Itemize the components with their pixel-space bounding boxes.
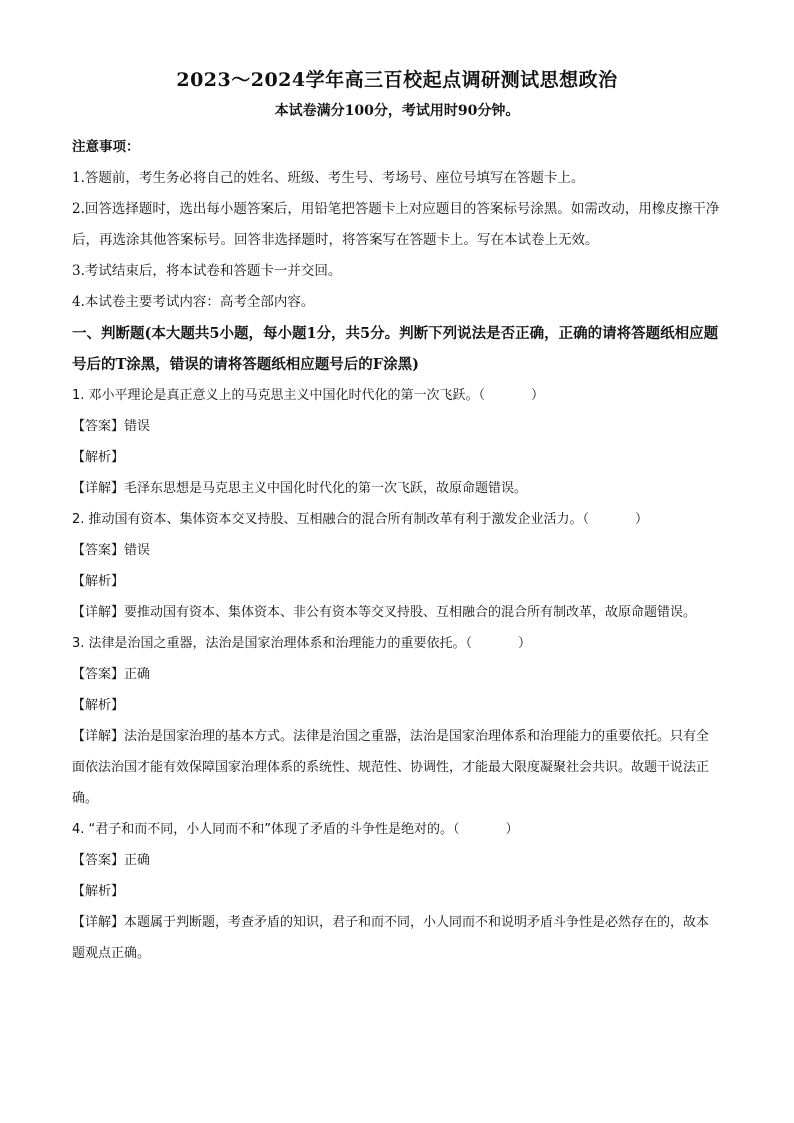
question-stem-text: 3. 法律是治国之重器，法治是国家治理体系和治理能力的重要依托。（ (72, 636, 473, 651)
question-stem (72, 504, 722, 535)
question-stem (72, 380, 722, 411)
question-3 (72, 628, 722, 814)
detail-text: 法治是国家治理的基本方式。法律是治国之重器，法治是国家治理体系和治理能力的重要依托。只有全面依法治国才能有效保障国家治理体系的系统性、规范性、协调性，才能最大限度凝聚社会共识。故题干说法正确。 (72, 729, 710, 806)
detail-line (72, 597, 722, 628)
note-item-2: 2.回答选择题时，选出每小题答案后，用铅笔把答题卡上对应题目的答案标号涂黑。如需改动，用橡皮擦干净后，再选涂其他答案标号。回答非选择题时，将答案写在答题卡上。写在本试卷上无效。 (72, 201, 720, 248)
exam-page (72, 66, 722, 969)
question-paren-close: ） (518, 636, 532, 651)
question-stem-text: 4. “君子和而不同，小人同而不和”体现了矛盾的斗争性是绝对的。（ (72, 822, 460, 837)
question-paren-close: ） (531, 388, 545, 403)
answer-label: 【答案】 (72, 667, 125, 682)
answer-value: 正确 (124, 667, 151, 682)
answer-value: 错误 (124, 419, 151, 434)
question-paren-close: ） (635, 512, 649, 527)
detail-text: 要推动国有资本、集体资本、非公有资本等交叉持股、互相融合的混合所有制改革，故原命题错误。 (124, 605, 697, 620)
question-stem-text: 2. 推动国有资本、集体资本交叉持股、互相融合的混合所有制改革有利于激发企业活力。（ (72, 512, 590, 527)
notes-block (72, 132, 722, 318)
detail-label: 【详解】 (72, 481, 125, 496)
answer-line (72, 411, 722, 442)
page-subtitle: 本试卷满分100分，考试用时90分钟。 (274, 103, 520, 119)
detail-label: 【详解】 (72, 915, 125, 930)
detail-label: 【详解】 (72, 605, 125, 620)
answer-label: 【答案】 (72, 853, 125, 868)
note-item-1: 1.答题前，考生务必将自己的姓名、班级、考生号、考场号、座位号填写在答题卡上。 (72, 170, 585, 186)
analysis-label: 【解析】 (72, 884, 125, 899)
answer-label: 【答案】 (72, 543, 125, 558)
answer-line (72, 535, 722, 566)
answer-label: 【答案】 (72, 419, 125, 434)
note-item-4: 4.本试卷主要考试内容：高考全部内容。 (72, 294, 315, 310)
analysis-label: 【解析】 (72, 450, 125, 465)
answer-value: 错误 (124, 543, 151, 558)
question-2 (72, 504, 722, 628)
answer-line (72, 659, 722, 690)
detail-line (72, 907, 722, 969)
detail-line (72, 721, 722, 814)
question-stem (72, 814, 722, 845)
question-1 (72, 380, 722, 504)
question-4 (72, 814, 722, 969)
detail-text: 毛泽东思想是马克思主义中国化时代化的第一次飞跃，故原命题错误。 (124, 481, 528, 496)
question-stem-text: 1. 邓小平理论是真正意义上的马克思主义中国化时代化的第一次飞跃。（ (72, 388, 486, 403)
notes-heading: 注意事项： (72, 139, 140, 155)
question-paren-close: ） (505, 822, 519, 837)
analysis-label: 【解析】 (72, 698, 125, 713)
detail-text: 本题属于判断题，考查矛盾的知识，君子和而不同，小人同而不和说明矛盾斗争性是必然存在的，故本题观点正确。 (72, 915, 710, 961)
detail-label: 【详解】 (72, 729, 125, 744)
page-title: 2023～2024学年高三百校起点调研测试思想政治 (176, 69, 618, 91)
section-heading: 一、判断题(本大题共5小题，每小题1分，共5分。判断下列说法是否正确，正确的请将答题纸相应题号后的T涂黑，错误的请将答题纸相应题号后的F涂黑) (72, 325, 719, 373)
analysis-label: 【解析】 (72, 574, 125, 589)
question-stem (72, 628, 722, 659)
detail-line (72, 473, 722, 504)
note-item-3: 3.考试结束后，将本试卷和答题卡一并交回。 (72, 263, 342, 279)
answer-value: 正确 (124, 853, 151, 868)
answer-line (72, 845, 722, 876)
